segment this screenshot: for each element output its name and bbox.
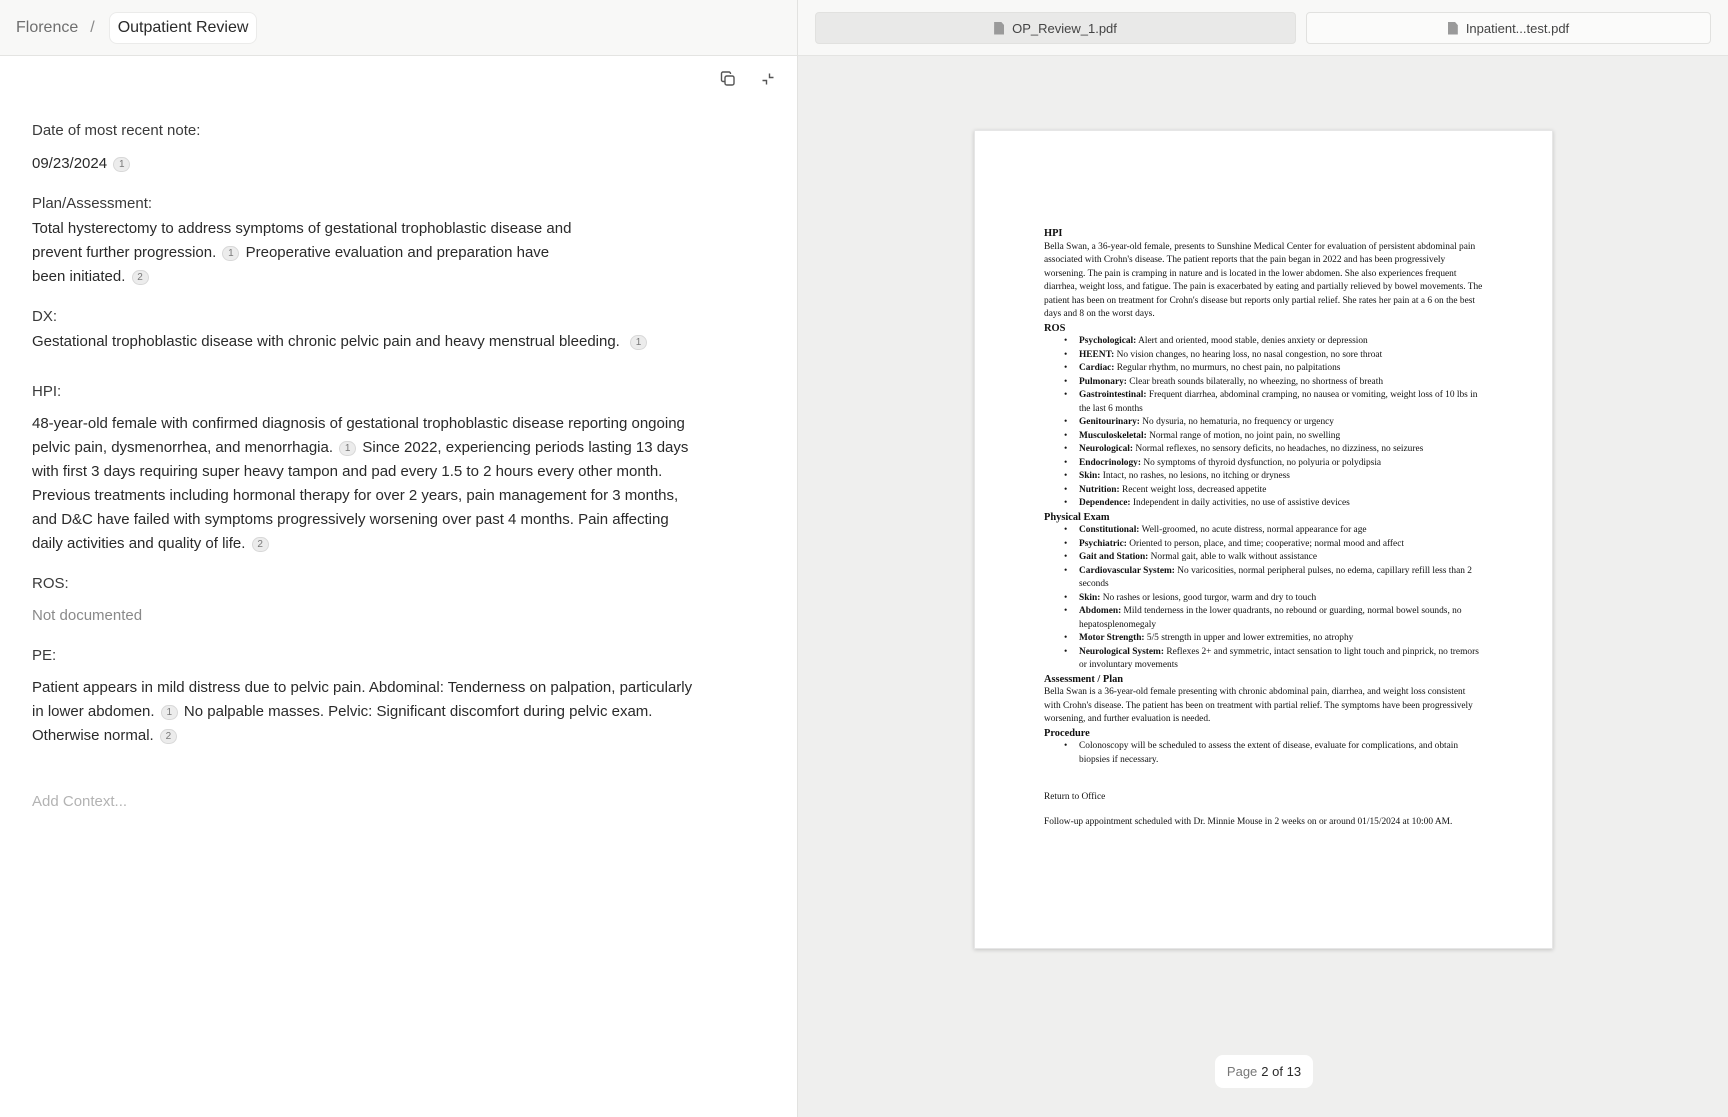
pdf-list-item: • Cardiovascular System: No varicosities, normal peripheral pulses, no edema, capillary refill less than 2 seconds (1044, 565, 1484, 592)
pe-label: PE: (32, 647, 57, 664)
tab-label: Inpatient...test.pdf (1465, 20, 1570, 36)
pdf-hpi-paragraph: Bella Swan, a 36-year-old female, presents to Sunshine Medical Center for evaluation of persistent abdominal pain associated with Crohn's disease. The patient reports that the pain began in 2022 and has been progressively worsening. The pain is cramping in nature and is located in the lower abdomen. She also experiences frequent diarrhea, weight loss, and fatigue. The pain is exacerbated by eating and partially relieved by bowel movements. The patient has been on treatment for Crohn's disease but reports only partial relief. She rates her pain at a 6 on the best days and 8 on the worst days. (1044, 241, 1483, 319)
pdf-ros-list (1044, 335, 1484, 511)
pdf-text (1044, 227, 1484, 829)
pdf-list-item: • Motor Strength: 5/5 strength in upper and lower extremities, no atrophy (1044, 632, 1484, 646)
pdf-list-item: • Musculoskeletal: Normal range of motion, no joint pain, no swelling (1044, 430, 1484, 444)
citation-badge[interactable]: 1 (339, 441, 356, 456)
plan-text-2: Preoperative evaluation and preparation have been initiated. (32, 244, 550, 285)
pdf-list-item: • Gastrointestinal: Frequent diarrhea, abdominal cramping, no nausea or vomiting, weight loss of 10 lbs in the last 6 months (1044, 389, 1484, 416)
date-label: Date of most recent note: (32, 122, 201, 139)
citation-badge[interactable]: 1 (161, 705, 178, 720)
copy-icon[interactable] (719, 70, 737, 88)
pdf-pe-list (1044, 524, 1484, 673)
summary-panel (0, 0, 797, 1117)
pdf-list-item: • Psychological: Alert and oriented, mood stable, denies anxiety or depression (1044, 335, 1484, 349)
pdf-list-item: • Nutrition: Recent weight loss, decreased appetite (1044, 484, 1484, 498)
pdf-page (974, 130, 1553, 949)
pdf-list-item: • Neurological System: Reflexes 2+ and symmetric, intact sensation to light touch and pinprick, no tremors or involuntary movements (1044, 646, 1484, 673)
pdf-list-item: • Colonoscopy will be scheduled to assess the extent of disease, evaluate for complications, and obtain biopsies if necessary. (1044, 740, 1484, 767)
plan-label: Plan/Assessment: (32, 195, 153, 212)
pdf-list-item: • Cardiac: Regular rhythm, no murmurs, no chest pain, no palpitations (1044, 362, 1484, 376)
breadcrumb-current[interactable]: Outpatient Review (109, 12, 258, 44)
hpi-text-2: Since 2022, experiencing periods lasting 13 days with first 3 days requiring super heavy tampon and pad every 1.5 to 2 hours every other month. Previous treatments including hormonal therapy for over 2 years, pain management for 3 months, and D&C have failed with symptoms progressively worsening over past 4 months. Pain affecting daily activities and quality of life. (32, 439, 689, 552)
page-indicator (1215, 1055, 1313, 1088)
breadcrumb-root[interactable]: Florence (16, 18, 79, 36)
pdf-return-line: Return to Office (1044, 792, 1106, 802)
pdf-list-item: • Abdomen: Mild tenderness in the lower quadrants, no rebound or guarding, normal bowel sounds, no hepatosplenomegaly (1044, 605, 1484, 632)
pdf-ap-heading: Assessment / Plan (1044, 673, 1124, 685)
breadcrumb-separator: / (90, 18, 95, 36)
pdf-hpi-heading: HPI (1044, 228, 1063, 239)
summary-content (32, 120, 702, 814)
hpi-text (32, 412, 702, 556)
citation-badge[interactable]: 2 (252, 537, 269, 552)
pdf-list-item: • HEENT: No vision changes, no hearing loss, no nasal congestion, no sore throat (1044, 349, 1484, 363)
date-value: 09/23/2024 (32, 155, 108, 172)
document-viewer (797, 0, 1728, 1117)
pdf-procedure-list (1044, 740, 1484, 767)
dx-text (32, 330, 702, 354)
citation-badge[interactable]: 1 (222, 246, 239, 261)
file-icon (994, 22, 1004, 35)
pdf-pe-heading: Physical Exam (1044, 511, 1110, 523)
file-icon (1448, 22, 1458, 35)
page-value: 2 of 13 (1261, 1064, 1302, 1079)
dx-label: DX: (32, 308, 58, 325)
tab-label: OP_Review_1.pdf (1012, 20, 1117, 36)
pe-text (32, 676, 702, 748)
pe-text-1: Patient appears in mild distress due to pelvic pain. Abdominal: Tenderness on palpation, particularly in lower abdomen. (32, 679, 693, 720)
pdf-list-item: • Pulmonary: Clear breath sounds bilaterally, no wheezing, no shortness of breath (1044, 376, 1484, 390)
citation-badge[interactable]: 1 (630, 335, 647, 350)
breadcrumb (0, 0, 797, 56)
summary-toolbar (719, 70, 777, 88)
plan-text (32, 217, 572, 289)
pe-text-2: No palpable masses. Pelvic: Significant discomfort during pelvic exam. Otherwise normal. (32, 703, 653, 744)
citation-badge[interactable]: 1 (113, 157, 130, 172)
ros-label: ROS: (32, 575, 69, 592)
pdf-list-item: • Gait and Station: Normal gait, able to walk without assistance (1044, 551, 1484, 565)
document-tabs (798, 0, 1728, 56)
pdf-list-item: • Constitutional: Well-groomed, no acute distress, normal appearance for age (1044, 524, 1484, 538)
dx-text-content: Gestational trophoblastic disease with chronic pelvic pain and heavy menstrual bleeding. (32, 333, 620, 350)
pdf-list-item: • Skin: Intact, no rashes, no lesions, no itching or dryness (1044, 470, 1484, 484)
citation-badge[interactable]: 2 (160, 729, 177, 744)
date-value-row (32, 152, 702, 176)
pdf-ros-heading: ROS (1044, 322, 1066, 334)
add-context-input[interactable]: Add Context... (32, 793, 128, 810)
pdf-ap-paragraph: Bella Swan is a 36-year-old female presenting with chronic abdominal pain, diarrhea, and weight loss consistent with Crohn's disease. The patient has been on treatment with partial relief. The symptoms have been progressively worsening, and further evaluation is needed. (1044, 687, 1473, 724)
tab-inpatient-test[interactable] (1306, 12, 1711, 44)
pdf-followup-line: Follow-up appointment scheduled with Dr. Minnie Mouse in 2 weeks on or around 01/15/2024 at 10:00 AM. (1044, 816, 1453, 827)
hpi-label: HPI: (32, 383, 62, 400)
pdf-list-item: • Neurological: Normal reflexes, no sensory deficits, no headaches, no dizziness, no seizures (1044, 443, 1484, 457)
plan-text-1: Total hysterectomy to address symptoms of gestational trophoblastic disease and prevent further progression. (32, 220, 572, 261)
pdf-list-item: • Psychiatric: Oriented to person, place, and time; cooperative; normal mood and affect (1044, 538, 1484, 552)
tab-op-review[interactable] (815, 12, 1296, 44)
pdf-list-item: • Endocrinology: No symptoms of thyroid dysfunction, no polyuria or polydipsia (1044, 457, 1484, 471)
pdf-procedure-heading: Procedure (1044, 727, 1090, 739)
hpi-text-1: 48-year-old female with confirmed diagnosis of gestational trophoblastic disease reporting ongoing pelvic pain, dysmenorrhea, and menorrhagia. (32, 415, 685, 456)
page-prefix: Page (1226, 1064, 1258, 1079)
collapse-icon[interactable] (759, 70, 777, 88)
citation-badge[interactable]: 2 (132, 270, 149, 285)
ros-value: Not documented (32, 607, 143, 624)
pdf-list-item: • Genitourinary: No dysuria, no hematuria, no frequency or urgency (1044, 416, 1484, 430)
pdf-list-item: • Dependence: Independent in daily activities, no use of assistive devices (1044, 497, 1484, 511)
pdf-list-item: • Skin: No rashes or lesions, good turgor, warm and dry to touch (1044, 592, 1484, 606)
